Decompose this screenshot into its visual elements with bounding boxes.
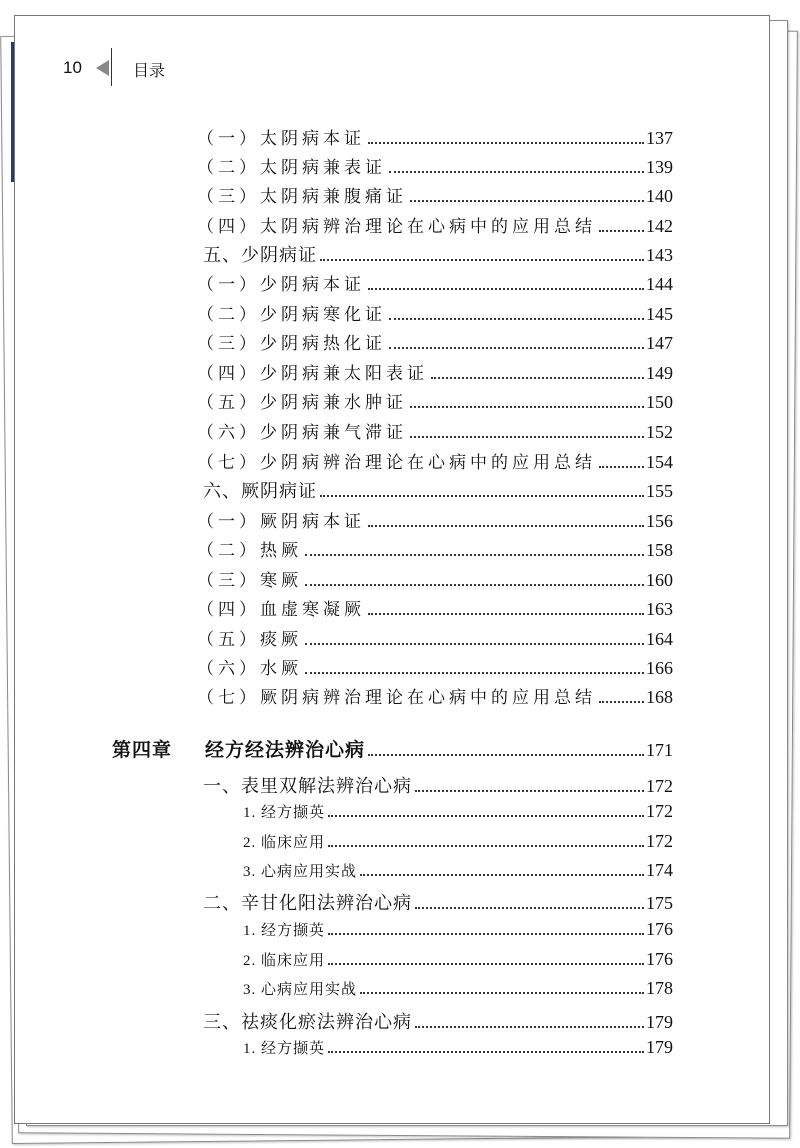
toc-entry[interactable] [243, 1037, 673, 1061]
entry-title: 2. 临床应用 [243, 835, 326, 851]
dot-leader [328, 815, 644, 817]
dot-leader [410, 406, 644, 408]
entry-page-number: 172 [646, 831, 673, 851]
entry-page-number: 160 [646, 570, 673, 590]
toc-entry[interactable] [197, 359, 673, 383]
dot-leader [389, 171, 644, 173]
dot-leader [389, 347, 644, 349]
toc-entry[interactable] [197, 153, 673, 177]
entry-page-number: 174 [646, 860, 673, 880]
entry-title: （三）寒厥 [197, 571, 302, 590]
dot-leader [328, 963, 644, 965]
entry-title: （四）少阴病兼太阳表证 [197, 364, 428, 383]
entry-page-number: 142 [646, 216, 673, 236]
dot-leader [360, 874, 644, 876]
entry-page-number: 155 [646, 481, 673, 501]
toc-entry[interactable] [197, 566, 673, 590]
entry-page-number: 179 [646, 1012, 673, 1032]
dot-leader [368, 288, 644, 290]
toc-chapter-entry[interactable] [112, 735, 673, 761]
header-divider [111, 48, 112, 86]
entry-title: 1. 经方撷英 [243, 1041, 326, 1057]
entry-title: （三）太阴病兼腹痛证 [197, 187, 407, 206]
entry-title: （一）少阴病本证 [197, 275, 365, 294]
toc-entry[interactable] [197, 625, 673, 649]
entry-title: （五）少阴病兼水肿证 [197, 393, 407, 412]
toc-entry[interactable] [243, 860, 673, 884]
dot-leader [360, 992, 644, 994]
dot-leader [410, 200, 644, 202]
entry-page-number: 163 [646, 599, 673, 619]
dot-leader [415, 907, 644, 909]
entry-title: 1. 经方撷英 [243, 923, 326, 939]
toc-entry[interactable] [203, 477, 673, 501]
entry-title: 三、祛痰化瘀法辨治心病 [203, 1012, 412, 1032]
toc-entry[interactable] [243, 919, 673, 943]
toc-entry[interactable] [203, 889, 673, 913]
entry-title: （二）少阴病寒化证 [197, 305, 386, 324]
dot-leader [328, 1051, 644, 1053]
dot-leader [431, 377, 644, 379]
dot-leader [410, 436, 644, 438]
entry-page-number: 144 [646, 274, 673, 294]
toc-entry[interactable] [197, 388, 673, 412]
entry-page-number: 179 [646, 1037, 673, 1057]
dot-leader [389, 318, 644, 320]
toc-entry[interactable] [197, 448, 673, 472]
entry-title: （二）热厥 [197, 541, 302, 560]
entry-page-number: 139 [646, 157, 673, 177]
entry-title: 五、少阴病证 [203, 245, 317, 265]
entry-page-number: 147 [646, 333, 673, 353]
entry-page-number: 152 [646, 422, 673, 442]
toc-entry[interactable] [197, 536, 673, 560]
entry-page-number: 171 [646, 740, 673, 760]
entry-title: 2. 临床应用 [243, 953, 326, 969]
entry-title: 3. 心病应用实战 [243, 982, 358, 998]
entry-title: 经方经法辨治心病 [205, 740, 366, 761]
dot-leader [305, 643, 644, 645]
entry-page-number: 158 [646, 540, 673, 560]
toc-entry[interactable] [203, 772, 673, 796]
entry-title: （六）水厥 [197, 659, 302, 678]
entry-title: （七）厥阴病辨治理论在心病中的应用总结 [197, 688, 596, 707]
entry-title: 1. 经方撷英 [243, 805, 326, 821]
toc-entry[interactable] [197, 507, 673, 531]
dot-leader [599, 466, 644, 468]
chapter-number: 第四章 [112, 740, 173, 761]
toc-entry[interactable] [197, 654, 673, 678]
toc-entry[interactable] [197, 270, 673, 294]
entry-title: 二、辛甘化阳法辨治心病 [203, 893, 412, 913]
entry-title: （四）太阴病辨治理论在心病中的应用总结 [197, 217, 596, 236]
entry-page-number: 178 [646, 978, 673, 998]
entry-title: 一、表里双解法辨治心病 [203, 776, 412, 796]
entry-title: （四）血虚寒凝厥 [197, 600, 365, 619]
entry-page-number: 168 [646, 687, 673, 707]
toc-entry[interactable] [243, 949, 673, 973]
triangle-marker-icon [96, 60, 109, 76]
section-title: 目录 [133, 63, 166, 80]
toc-entry[interactable] [197, 418, 673, 442]
toc-entry[interactable] [197, 683, 673, 707]
entry-page-number: 137 [646, 128, 673, 148]
entry-page-number: 176 [646, 919, 673, 939]
entry-title: 六、厥阴病证 [203, 481, 317, 501]
dot-leader [368, 525, 644, 527]
dot-leader [305, 554, 644, 556]
entry-title: （二）太阴病兼表证 [197, 158, 386, 177]
page-number: 10 [63, 58, 82, 77]
dot-leader [305, 584, 644, 586]
entry-page-number: 166 [646, 658, 673, 678]
dot-leader [328, 933, 644, 935]
toc-entry[interactable] [243, 831, 673, 855]
toc-entry[interactable] [243, 801, 673, 825]
dot-leader [415, 790, 644, 792]
toc-entry[interactable] [243, 978, 673, 1002]
entry-page-number: 176 [646, 949, 673, 969]
entry-title: 3. 心病应用实战 [243, 864, 358, 880]
toc-entry[interactable] [203, 1008, 673, 1032]
entry-page-number: 140 [646, 186, 673, 206]
toc-entry[interactable] [197, 182, 673, 206]
entry-title: （七）少阴病辨治理论在心病中的应用总结 [197, 453, 596, 472]
dot-leader [305, 672, 644, 674]
entry-page-number: 175 [646, 893, 673, 913]
dot-leader [599, 701, 644, 703]
toc-entry[interactable] [197, 329, 673, 353]
entry-title: （六）少阴病兼气滞证 [197, 423, 407, 442]
toc-entry[interactable] [203, 241, 673, 265]
entry-title: （一）厥阴病本证 [197, 512, 365, 531]
dot-leader [320, 495, 644, 497]
entry-page-number: 143 [646, 245, 673, 265]
entry-page-number: 164 [646, 629, 673, 649]
entry-title: （五）痰厥 [197, 630, 302, 649]
entry-page-number: 172 [646, 776, 673, 796]
toc-entry[interactable] [197, 212, 673, 236]
toc-entry[interactable] [197, 595, 673, 619]
entry-title: （三）少阴病热化证 [197, 334, 386, 353]
entry-page-number: 154 [646, 452, 673, 472]
entry-title: （一）太阴病本证 [197, 129, 365, 148]
dot-leader [599, 230, 644, 232]
dot-leader [328, 845, 644, 847]
entry-page-number: 172 [646, 801, 673, 821]
dot-leader [320, 259, 644, 261]
entry-page-number: 145 [646, 304, 673, 324]
entry-page-number: 150 [646, 392, 673, 412]
entry-page-number: 149 [646, 363, 673, 383]
dot-leader [368, 142, 644, 144]
entry-page-number: 156 [646, 511, 673, 531]
toc-entry[interactable] [197, 124, 673, 148]
dot-leader [368, 613, 644, 615]
dot-leader [368, 754, 644, 756]
dot-leader [415, 1026, 644, 1028]
toc-entry[interactable] [197, 300, 673, 324]
